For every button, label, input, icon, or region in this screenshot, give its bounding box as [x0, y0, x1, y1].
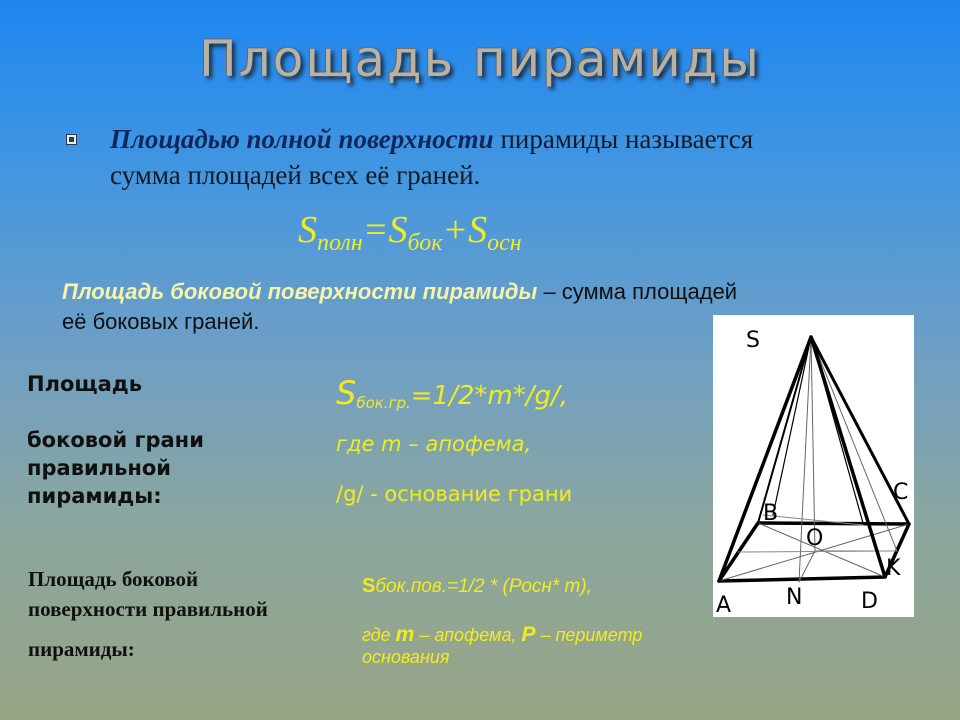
vertex-label-d: D [861, 589, 878, 614]
formula-symbol: S [298, 209, 317, 251]
definition-text-1: пирамиды называется [493, 124, 754, 154]
note-symbol: m [395, 623, 415, 646]
square-bullet-icon [66, 134, 77, 145]
label-line: боковой грани [27, 428, 204, 452]
formula-symbol: S [362, 575, 376, 597]
label-line: Площадь боковой [28, 567, 199, 591]
total-area-formula [298, 208, 522, 257]
formula-subscript: осн [487, 230, 522, 256]
note-text: – периметр [535, 625, 643, 645]
formula-subscript: бок [407, 230, 443, 256]
formula-symbol: S [468, 209, 488, 251]
vertex-label-o: O [806, 526, 824, 551]
term-lateral-area: Площадь боковой поверхности пирамиды [62, 279, 538, 304]
definition2-text-1: – сумма площадей [537, 279, 738, 304]
formula-operator: + [442, 209, 469, 251]
formula-operator: = [362, 209, 389, 251]
apothem-note: где m – апофема, [336, 432, 532, 456]
label-line: поверхности правильной [28, 597, 268, 621]
vertex-label-s: S [746, 328, 760, 353]
formula-subscript: полн [317, 230, 363, 256]
definition2-text-2: её боковых граней. [62, 309, 260, 334]
formula-symbol: S [388, 209, 408, 251]
base-edge-note: /g/ - основание грани [336, 482, 573, 506]
term-total-area: Площадью полной поверхности [110, 124, 494, 154]
note-symbol: P [521, 623, 536, 646]
pyramid-figure [713, 315, 914, 617]
vertex-label-b: B [763, 501, 779, 526]
vertex-label-a: A [716, 593, 732, 617]
vertex-label-c: C [893, 480, 909, 505]
slide-title: Площадь пирамиды [199, 30, 761, 88]
lateral-surface-note [362, 624, 782, 668]
lateral-surface-formula [362, 575, 592, 598]
vertex-label-k: K [886, 556, 901, 581]
note-text: основания [362, 647, 450, 667]
formula-body: бок.пов.=1/2 * (Росн* m), [375, 576, 592, 597]
note-text: где [362, 625, 396, 645]
pyramid-diagram [713, 315, 914, 617]
definition-text-2: сумма площадей всех её граней. [110, 160, 481, 190]
label-line: правильной [27, 456, 172, 480]
label-line: пирамиды: [27, 484, 162, 508]
lateral-surface-label [28, 564, 348, 664]
formula-symbol: S [336, 374, 357, 412]
lateral-face-formula [336, 374, 568, 412]
formula-subscript: бок.гр. [356, 394, 411, 412]
formula-body: =1/2*m*/g/, [410, 381, 568, 411]
label-line: пирамиды: [28, 637, 135, 661]
note-text: – апофема, [414, 625, 522, 645]
label-line: Площадь [27, 372, 143, 396]
lateral-face-label [27, 370, 287, 510]
total-area-definition [110, 121, 900, 193]
vertex-label-n: N [786, 585, 803, 610]
